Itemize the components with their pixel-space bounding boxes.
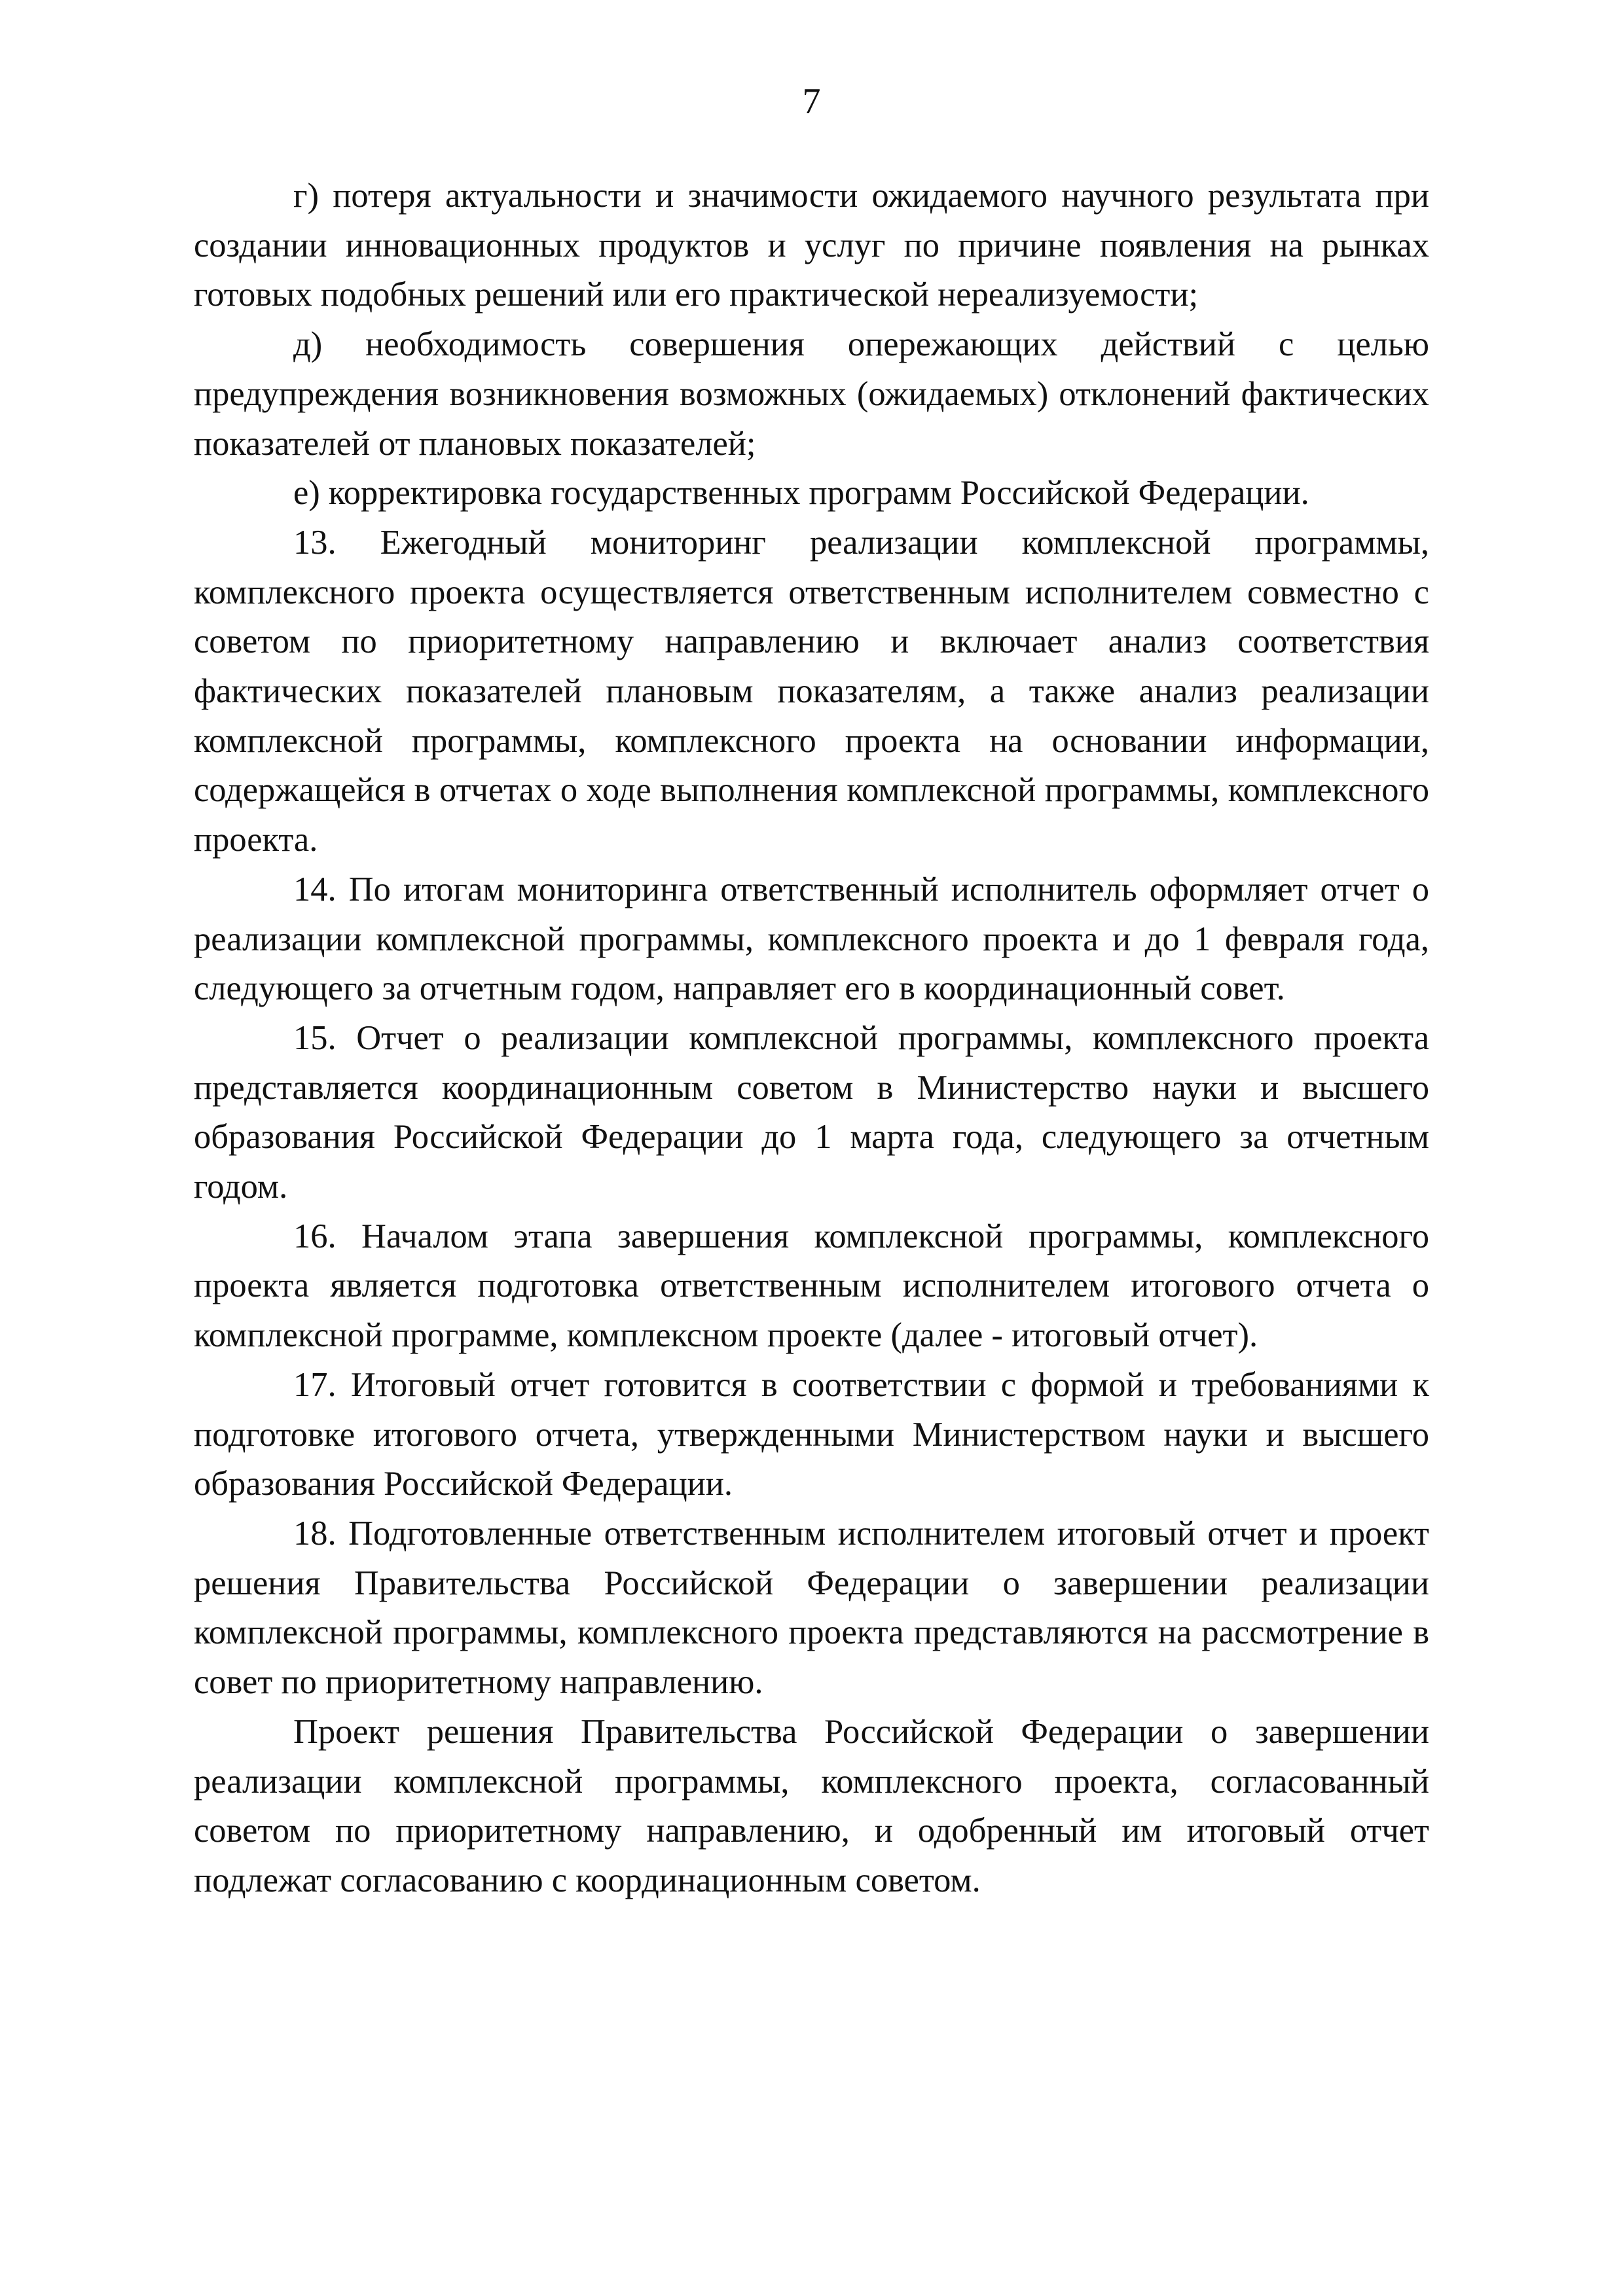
page-number: 7 (802, 81, 821, 122)
paragraph-18-submission-to-council: 18. Подготовленные ответственным исполнителем итоговый отчет и проект решения Правительства Российской Федерации о завершении реализации комплексной программы, комплексного проекта представляются на рассмотрение в совет по приоритетному направлению. (194, 1514, 1429, 1702)
document-body (194, 171, 1429, 1906)
paragraph-d-preventive-actions: д) необходимость совершения опережающих действий с целью предупреждения возникновения возможных (ожидаемых) отклонений фактических показателей от плановых показателей; (194, 325, 1429, 463)
paragraph-13-annual-monitoring: 13. Ежегодный мониторинг реализации комплексной программы, комплексного проекта осуществляется ответственным исполнителем совместно с советом по приоритетному направлению и включает анализ соответствия фактических показателей плановым показателям, а также анализ реализации комплексной программы, комплексного проекта на основании информации, содержащейся в отчетах о ходе выполнения комплексной программы, комплексного проекта. (194, 523, 1429, 859)
paragraph-15-report-submission: 15. Отчет о реализации комплексной программы, комплексного проекта представляется координационным советом в Министерство науки и высшего образования Российской Федерации до 1 марта года, следующего за отчетным годом. (194, 1018, 1429, 1206)
paragraph-17-final-report-form: 17. Итоговый отчет готовится в соответствии с формой и требованиями к подготовке итогового отчета, утвержденными Министерством науки и высшего образования Российской Федерации. (194, 1365, 1429, 1503)
paragraph-g-relevance-loss: г) потеря актуальности и значимости ожидаемого научного результата при создании инновационных продуктов и услуг по причине появления на рынках готовых подобных решений или его практической нереализуемости; (194, 177, 1429, 314)
paragraph-e-program-adjustment: е) корректировка государственных программ Российской Федерации. (293, 474, 1309, 512)
paragraph-16-completion-stage: 16. Началом этапа завершения комплексной программы, комплексного проекта является подготовка ответственным исполнителем итогового отчета о комплексной программе, комплексном проекте (далее - итоговый отчет). (194, 1217, 1429, 1355)
paragraph-14-monitoring-report: 14. По итогам мониторинга ответственный исполнитель оформляет отчет о реализации комплексной программы, комплексного проекта и до 1 февраля года, следующего за отчетным годом, направляет его в координационный совет. (194, 870, 1429, 1008)
paragraph-draft-decision-approval: Проект решения Правительства Российской Федерации о завершении реализации комплексной программы, комплексного проекта, согласованный советом по приоритетному направлению, и одобренный им итоговый отчет подлежат согласованию с координационным советом. (194, 1712, 1429, 1899)
